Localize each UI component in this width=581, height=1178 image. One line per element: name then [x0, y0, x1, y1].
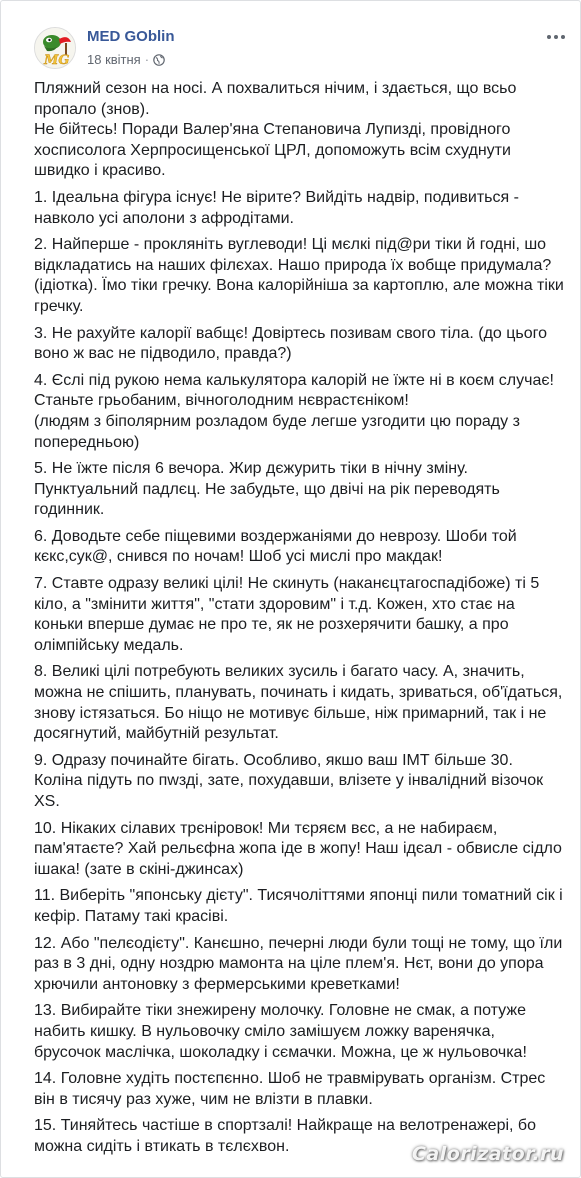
post-paragraph: 4. Єслі під рукою нема калькулятора калорій не їжте ні в коєм случає! Станьте грьобаним, вічноголодним нєврастєніком! (людям з біполярним розладом буде легше узгодити цю пораду з попередньою) — [34, 371, 554, 451]
post-paragraph: 14. Головне худіть постєпєнно. Шоб не травмірувать організм. Стрес він в тисячу раз хуже, чим не влізти в плавки. — [34, 1070, 550, 1108]
post-paragraph: 6. Доводьте себе піщевими воздержаніями до неврозу. Шоби той кєкс,сук@, снився по ночам! Шоб усі мислі про макдак! — [34, 527, 522, 566]
post-paragraph: 5. Не їжте після 6 вечора. Жир дєжурить тіки в нічну зміну. Пунктуальний падлєц. Не забудьте, що двічі на рік переводять годинник. — [34, 460, 505, 519]
post-paragraph: 8. Великі цілі потребують великих зусиль і багато часу. А, значить, можна не спішить, планувать, починать і кидать, зриваться, об'їдаться, знову істязаться. Бо ніщо не мотивує більше, ніж примарний, так і не досягнутий, майбутній результат. — [34, 663, 567, 743]
author-name[interactable]: MED GOblin — [87, 28, 175, 45]
more-horizontal-icon[interactable] — [542, 25, 570, 49]
post-paragraph: 9. Одразу починайте бігать. Особливо, якшо ваш ІМТ більше 30. Коліна підуть по пwзді, зате, похудавши, влізете у інвалідний візочок XS. — [34, 751, 548, 810]
post-header — [1, 1, 581, 73]
post-paragraph: 7. Ставте одразу великі цілі! Не скинуть (наканєцтагоспадібоже) ті 5 кіло, а "змінити життя", "стати здоровим" і т.д. Кожен, хто стає на коньки вперше думає не про те, як не розхерячити башку, а про олімпійську медаль. — [34, 575, 544, 654]
post-paragraph: 11. Виберіть "японську дієту". Тисячоліттями японці пили томатний сік і кефір. Патаму такі красіві. — [34, 887, 568, 925]
globe-icon[interactable] — [153, 54, 165, 66]
post-paragraph: 15. Тиняйтесь частіше в спортзалі! Найкраще на велотренажері, бо можна сидіть і втикать в тєлєхвон. — [34, 1117, 541, 1155]
watermark: Calorizator.ru — [411, 1143, 564, 1165]
meta-separator: · — [144, 52, 150, 67]
avatar[interactable] — [34, 27, 76, 69]
post-paragraph: Пляжний сезон на носі. А похвалиться нічим, і здається, що всьо пропало (знов). Не бійтесь! Поради Валер'яна Степановича Лупизді, провідного хосписолога Херпросищенської ЦРЛ, допоможуть всім схуднути швидко і красиво. — [34, 80, 517, 180]
post-paragraph: 10. Нікаких сілавих трєніровок! Ми тєряєм вєс, а не набираєм, пам'ятаєте? Хай рельєфна жопа іде в жопу! Наш ідєал - обвисле сідло ішака! (зате в скіні-джинсах) — [34, 819, 567, 878]
post-date[interactable]: 18 квітня — [87, 52, 141, 67]
post-meta — [87, 52, 165, 67]
post-paragraph: 2. Найперше - прокляніть вуглеводи! Ці мєлкі під@ри тіки й годні, шо відкладатись на наших філєхах. Нашо природа їх вобще придумала? (ідіотка). Їмо тіки гречку. Вона калорійніша за картоплю, але можна тіки гречку. — [34, 236, 569, 315]
post-body — [34, 79, 569, 1164]
goblin-logo-icon — [35, 28, 76, 69]
post-paragraph: 3. Не рахуйте калорії вабщє! Довіртесь позивам свого тіла. (до цього воно ж вас не підводило, правда?) — [34, 324, 552, 363]
post-paragraph: 13. Вибирайте тіки знежирену молочку. Головне не смак, а потуже набить кишку. В нульовочку сміло замішуєм ложку варенячка, брусочок маслічка, шоколадку і сємачки. Можна, це ж нульовочка! — [34, 1002, 531, 1061]
post-paragraph: 1. Ідеальна фігура існує! Не вірите? Вийдіть надвір, подивиться - навколо усі аполони з афродітами. — [34, 188, 524, 227]
svg-text:MG: MG — [44, 53, 70, 68]
post-paragraph: 12. Або "пелєодієту". Канєшно, печерні люди були тощі не тому, що їли раз в 3 дні, одну ноздрю мамонта на ціле плем'я. Нєт, вони до упора хрючили антоновку з фермерськими креветками! — [34, 934, 567, 993]
